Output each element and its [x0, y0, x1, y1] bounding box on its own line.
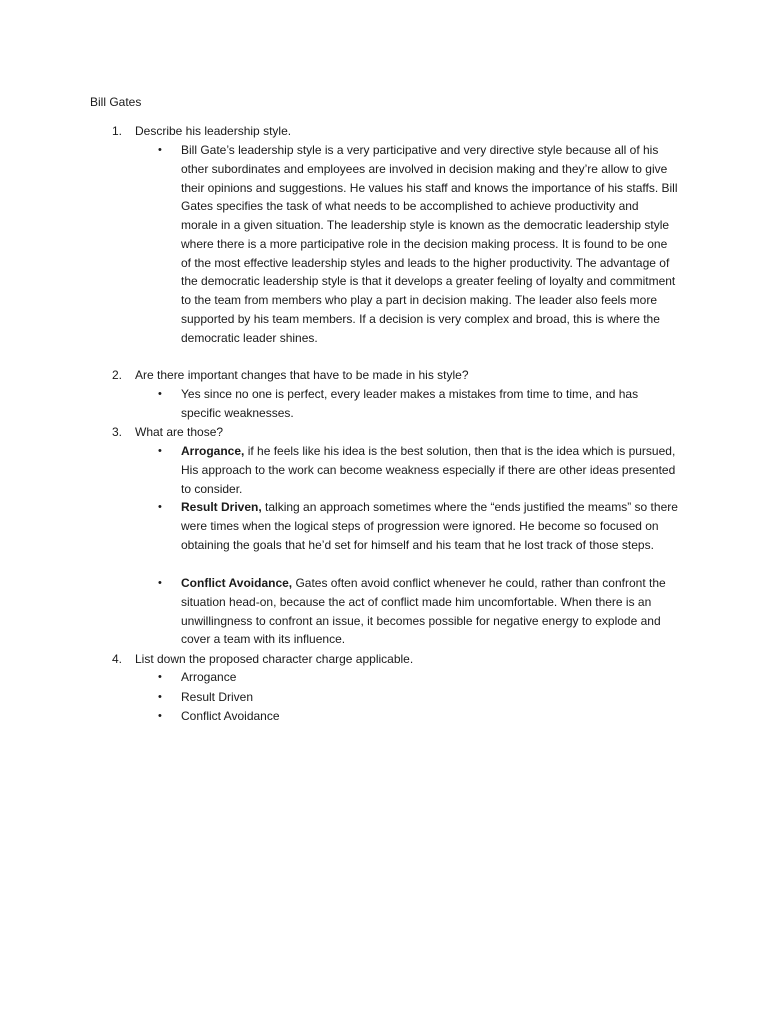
- question-number: 1.: [112, 124, 123, 138]
- question-text: Describe his leadership style.: [135, 124, 292, 138]
- list-item: [158, 688, 678, 707]
- bullet-bold-label: Arrogance,: [181, 444, 245, 458]
- list-item: [158, 498, 678, 554]
- bullet-icon: •: [158, 388, 162, 400]
- question-text: Are there important changes that have to be made in his style?: [135, 368, 469, 382]
- question-1: [112, 122, 682, 140]
- bullet-text: talking an approach sometimes where the “ends justified the meams” so there were times when the logical steps of progression were ignored. He become so focused on obtaining the goals that he’d set for himself and his team that he lost track of those steps.: [181, 500, 678, 552]
- bullet-text: Bill Gate’s leadership style is a very participative and very directive style because all of his other subordinates and employees are involved in decision making and they’re allow to give their opinions and suggestions. He values his staff and knows the importance of his staffs. Bill Gates specifies the task of what needs to be accomplished to achieve productivity and morale in a given situation. The leadership style is known as the democratic leadership style where there is a more participative role in the decision making process. It is found to be one of the most effective leadership styles and leads to the higher productivity. The advantage of the democratic leadership style is that it develops a greater feeling of loyalty and commitment to the team from members who play a part in decision making. The leader also feels more supported by his team members. If a decision is very complex and broad, this is where the democratic leader shines.: [181, 143, 678, 345]
- list-item: [158, 574, 678, 649]
- list-item: [158, 668, 678, 687]
- bullet-icon: •: [158, 445, 162, 457]
- list-item: [158, 385, 678, 423]
- question-number: 3.: [112, 425, 123, 439]
- bullet-text: Conflict Avoidance: [181, 709, 280, 723]
- bullet-text: Yes since no one is perfect, every leader makes a mistakes from time to time, and has specific weaknesses.: [181, 387, 639, 420]
- bullet-bold-label: Conflict Avoidance,: [181, 576, 293, 590]
- bullet-bold-label: Result Driven,: [181, 500, 262, 514]
- bullet-icon: •: [158, 671, 162, 683]
- question-4: [112, 650, 682, 668]
- bullet-icon: •: [158, 144, 162, 156]
- question-number: 4.: [112, 652, 123, 666]
- question-text: List down the proposed character charge applicable.: [135, 652, 414, 666]
- bullet-icon: •: [158, 710, 162, 722]
- question-number: 2.: [112, 368, 123, 382]
- list-item: [158, 442, 678, 498]
- bullet-text: Result Driven: [181, 690, 254, 704]
- bullet-icon: •: [158, 691, 162, 703]
- question-3: [112, 423, 682, 441]
- list-item: [158, 707, 678, 726]
- question-2: [112, 366, 682, 384]
- bullet-text: Arrogance: [181, 670, 237, 684]
- bullet-text: Gates often avoid conflict whenever he could, rather than confront the situation head-on, because the act of conflict made him uncomfortable. When there is an unwillingness to confront an issue, it becomes possible for negative energy to explode and cover a team with its influence.: [181, 576, 666, 647]
- bullet-text: if he feels like his idea is the best solution, then that is the idea which is pursued, His approach to the work can become weakness especially if there are other ideas presented to consider.: [181, 444, 676, 496]
- bullet-icon: •: [158, 501, 162, 513]
- document-title: Bill Gates: [90, 95, 142, 109]
- list-item: [158, 141, 678, 347]
- bullet-icon: •: [158, 577, 162, 589]
- question-text: What are those?: [135, 425, 224, 439]
